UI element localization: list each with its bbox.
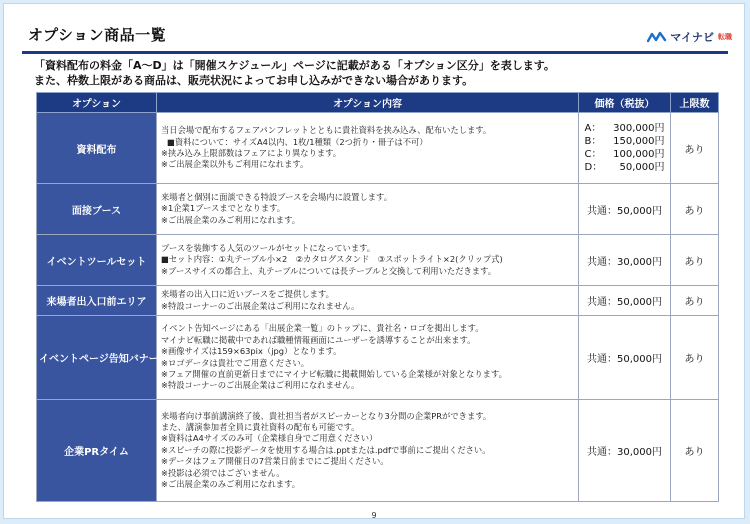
option-description: [157, 113, 579, 184]
option-name: 資料配布: [37, 113, 157, 184]
option-description: [157, 400, 579, 502]
tier-label: D：: [584, 162, 603, 173]
description-line: イベント告知ページにある「出展企業一覧」のトップに、貴社名・ロゴを掲出します。: [161, 323, 484, 334]
price-tier: [585, 161, 665, 174]
price-tier: [585, 135, 665, 148]
description-line: ※挟み込み上限部数はフェアにより異なります。: [161, 148, 342, 158]
option-description: [157, 286, 579, 316]
option-name: 企業PRタイム: [37, 400, 157, 502]
tier-value: 100,000円: [613, 149, 665, 160]
table-row: [37, 113, 719, 184]
description-line: ※フェア開催の直前更新日までにマイナビ転職に掲載開始している企業様が対象となります。: [161, 368, 507, 379]
option-limit: あり: [671, 184, 719, 235]
option-limit: あり: [671, 316, 719, 400]
description-line: 当日会場で配布するフェアパンフレットとともに貴社資料を挟み込み、配布いたします。: [161, 125, 492, 136]
option-description: [157, 235, 579, 286]
option-name: イベントページ告知バナー: [37, 316, 157, 400]
price-tier-list: [585, 122, 665, 174]
description-line: ※ロゴデータは貴社でご用意ください。: [161, 357, 310, 368]
option-price: 共通：50,000円: [579, 286, 671, 316]
option-table: [36, 92, 719, 502]
price-tier: [585, 148, 665, 161]
description-line: ※1企業1ブースまでとなります。: [161, 203, 286, 214]
header-price: 価格（税抜）: [579, 93, 671, 113]
description-line: ※ご出展企業のみご利用になれます。: [161, 479, 301, 490]
title-divider: [22, 51, 728, 54]
tier-value: 300,000円: [613, 123, 665, 134]
table-row: [37, 184, 719, 235]
intro-line-2: また、枠数上限がある商品は、販売状況によってお申し込みができない場合があります。: [34, 74, 474, 87]
option-price: 共通：50,000円: [579, 316, 671, 400]
table-header-row: [37, 93, 719, 113]
option-limit: あり: [671, 235, 719, 286]
table-row: [37, 400, 719, 502]
description-line: ※特設コーナーのご出展企業はご利用になれません。: [161, 380, 360, 391]
header-content: オプション内容: [157, 93, 579, 113]
option-price: 共通：30,000円: [579, 235, 671, 286]
header-option: オプション: [37, 93, 157, 113]
option-name: イベントツールセット: [37, 235, 157, 286]
tier-value: 150,000円: [613, 136, 665, 147]
page-number: 9: [371, 511, 377, 520]
intro-line-1: 「資料配布の料金「A～D」は「開催スケジュール」ページに記載がある「オプション区分」を表します。: [34, 59, 555, 72]
option-price: [579, 113, 671, 184]
description-line: ※ブースサイズの都合上、丸テーブルについては長テーブルと交換して利用いただきます。: [161, 265, 497, 276]
option-limit: あり: [671, 113, 719, 184]
description-line: ※データはフェア開催日の7営業日前までにご提出ください。: [161, 456, 389, 467]
price-tier: [585, 122, 665, 135]
description-line: ※特設コーナーのご出展企業はご利用になれません。: [161, 300, 360, 311]
description-line: ※スピーチの際に投影データを使用する場合は.pptまたは.pdfで事前にご提出ください。: [161, 444, 491, 455]
description-line: ■セット内容：①丸テーブル小×2 ②カタログスタンド ③スポットライト×2(クリップ式): [161, 254, 503, 265]
option-price: 共通：30,000円: [579, 400, 671, 502]
logo-text: マイナビ: [670, 31, 714, 44]
slide-page: [3, 3, 745, 519]
tier-label: B：: [584, 136, 602, 147]
option-name: 面接ブース: [37, 184, 157, 235]
logo-subtext: 転職: [718, 33, 732, 41]
header-limit: 上限数: [671, 93, 719, 113]
brand-logo: [647, 29, 732, 45]
option-price: 共通：50,000円: [579, 184, 671, 235]
option-limit: あり: [671, 400, 719, 502]
description-line: ※画像サイズは159×63pix（jpg）となります。: [161, 346, 342, 357]
description-line: ※投影は必須ではございません。: [161, 467, 285, 478]
description-line: 来場者と個別に面談できる特設ブースを会場内に設置します。: [161, 191, 392, 202]
intro-text: [34, 58, 734, 88]
table-row: [37, 316, 719, 400]
tier-label: C：: [584, 149, 602, 160]
page-title: オプション商品一覧: [28, 26, 167, 44]
description-line: ブースを装飾する人気のツールがセットになっています。: [161, 242, 376, 253]
option-limit: あり: [671, 286, 719, 316]
tier-label: A：: [584, 123, 602, 134]
description-line: ■資料について：サイズA4以内、1枚/1種類（2つ折り・冊子は不可）: [167, 136, 428, 147]
table-row: [37, 286, 719, 316]
page-header: [4, 4, 744, 50]
option-description: [157, 184, 579, 235]
description-line: また、講演参加者全員に貴社資料の配布も可能です。: [161, 421, 360, 432]
description-line: ※資料はA4サイズのみ可（企業様自身でご用意ください）: [161, 433, 378, 444]
option-name: 来場者出入口前エリア: [37, 286, 157, 316]
description-line: ※ご出展企業のみご利用になれます。: [161, 214, 301, 225]
description-line: 来場者向け事前講演終了後、貴社担当者がスピーカーとなり3分間の企業PRができます。: [161, 410, 492, 421]
tier-value: 50,000円: [619, 162, 665, 173]
description-line: 来場者の出入口に近いブースをご提供します。: [161, 289, 334, 300]
option-description: [157, 316, 579, 400]
description-line: マイナビ転職に掲載中であれば職種情報画面にユーザーを誘導することが出来ます。: [161, 334, 476, 345]
description-line: ※ご出展企業以外もご利用になれます。: [161, 159, 309, 170]
mynavi-logo-icon: [647, 31, 667, 43]
table-row: [37, 235, 719, 286]
